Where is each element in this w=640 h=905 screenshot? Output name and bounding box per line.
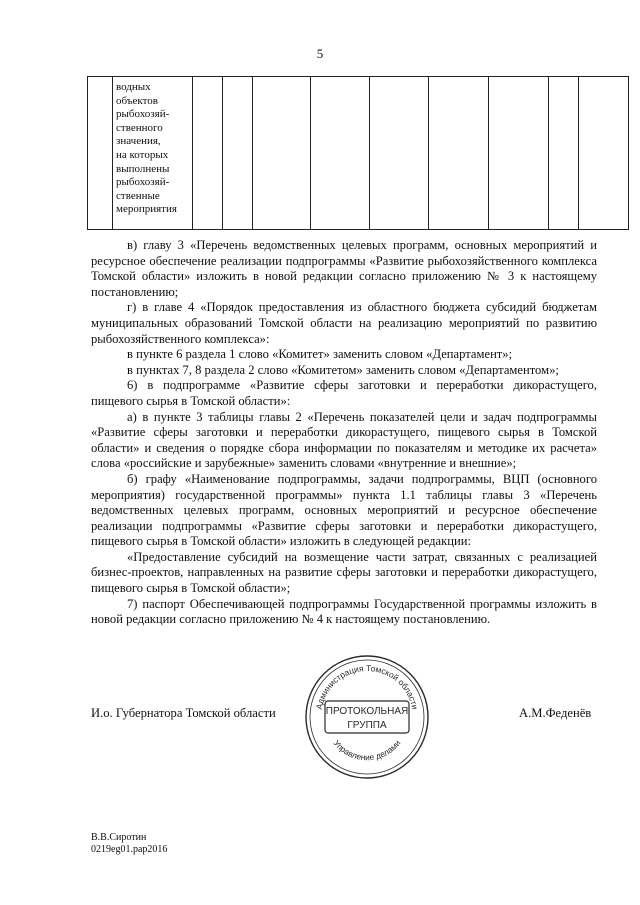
paragraph: в пункте 6 раздела 1 слово «Комитет» заменить словом «Департамент»;: [127, 347, 513, 362]
table-cell: [489, 77, 549, 230]
table-cell: [549, 77, 579, 230]
document-footer: [91, 832, 167, 856]
table-cell: [311, 77, 370, 230]
file-code: 0219eg01.pap2016: [91, 844, 168, 855]
stamp-center-line1: ПРОТОКОЛЬНАЯ: [325, 706, 409, 717]
author-name: В.В.Сиротин: [91, 832, 147, 843]
table-cell-description: [113, 77, 193, 230]
paragraph: 6) в подпрограмме «Развитие сферы заготовки и переработки дикорастущего, пищевого сырья в Томской области»:: [91, 378, 597, 408]
paragraph: а) в пункте 3 таблицы главы 2 «Перечень показателей цели и задач подпрограммы «Развитие сферы заготовки и переработки дикорастущего, пищевого сырья в Томской области» и сведения о порядке сбора информации по показателям и методике их расчета» слова «российские и зарубежные» заменить словами «внутренние и внешние»;: [91, 409, 597, 471]
paragraph: г) в главе 4 «Порядок предоставления из областного бюджета субсидий бюджетам муниципальных образований Томской области на реализацию мероприятий по развитию рыбохозяйственного комплекса»:: [91, 300, 597, 346]
stamp-ring-text-bottom: Управление делами: [331, 738, 403, 763]
page-number: 5: [316, 46, 324, 61]
table-cell: [370, 77, 429, 230]
stamp-center-line2: ГРУППА: [347, 720, 387, 731]
official-stamp: [303, 653, 431, 781]
table-fragment: [87, 76, 629, 230]
table-cell: [253, 77, 311, 230]
paragraph: 7) паспорт Обеспечивающей подпрограммы Государственной программы изложить в новой редакции согласно приложению № 4 к настоящему постановлению.: [91, 596, 597, 627]
signatory-position: И.о. Губернатора Томской области: [91, 706, 276, 720]
paragraph: в пунктах 7, 8 раздела 2 слово «Комитетом» заменить словом «Департаментом»;: [127, 362, 559, 377]
table-cell: [193, 77, 223, 230]
table-cell: [88, 77, 113, 230]
paragraph: б) графу «Наименование подпрограммы, задачи подпрограммы, ВЦП (основного мероприятия) государственной программы» пункта 1.1 таблицы главы 3 «Перечень ведомственных целевых программ, основных мероприятий и ресурсное обеспечение реализации подпрограммы «Развитие сферы заготовки и переработки дикорастущего, пищевого сырья в Томской области» изложить в следующей редакции:: [91, 471, 597, 549]
document-body: [91, 238, 597, 628]
table-cell: [223, 77, 253, 230]
table-cell: [579, 77, 629, 230]
table-cell: [429, 77, 489, 230]
paragraph: «Предоставление субсидий на возмещение части затрат, связанных с реализацией бизнес-проектов, направленных на развитие сферы заготовки и переработки дикорастущего, пищевого сырья в Томской области»;: [91, 549, 597, 596]
signatory-name: А.М.Феденёв: [519, 706, 592, 720]
cell-text: водных объектов рыбохозяй- ственного значения, на которых выполнены рыбохозяй- ственные мероприятия: [116, 81, 177, 216]
stamp-ring-text-top: Администрация Томской области: [313, 662, 421, 711]
paragraph: в) главу 3 «Перечень ведомственных целевых программ, основных мероприятий и ресурсное обеспечение реализации подпрограммы «Развитие рыбохозяйственного комплекса Томской области» изложить в новой редакции согласно приложению № 3 к настоящему постановлению;: [91, 238, 597, 299]
